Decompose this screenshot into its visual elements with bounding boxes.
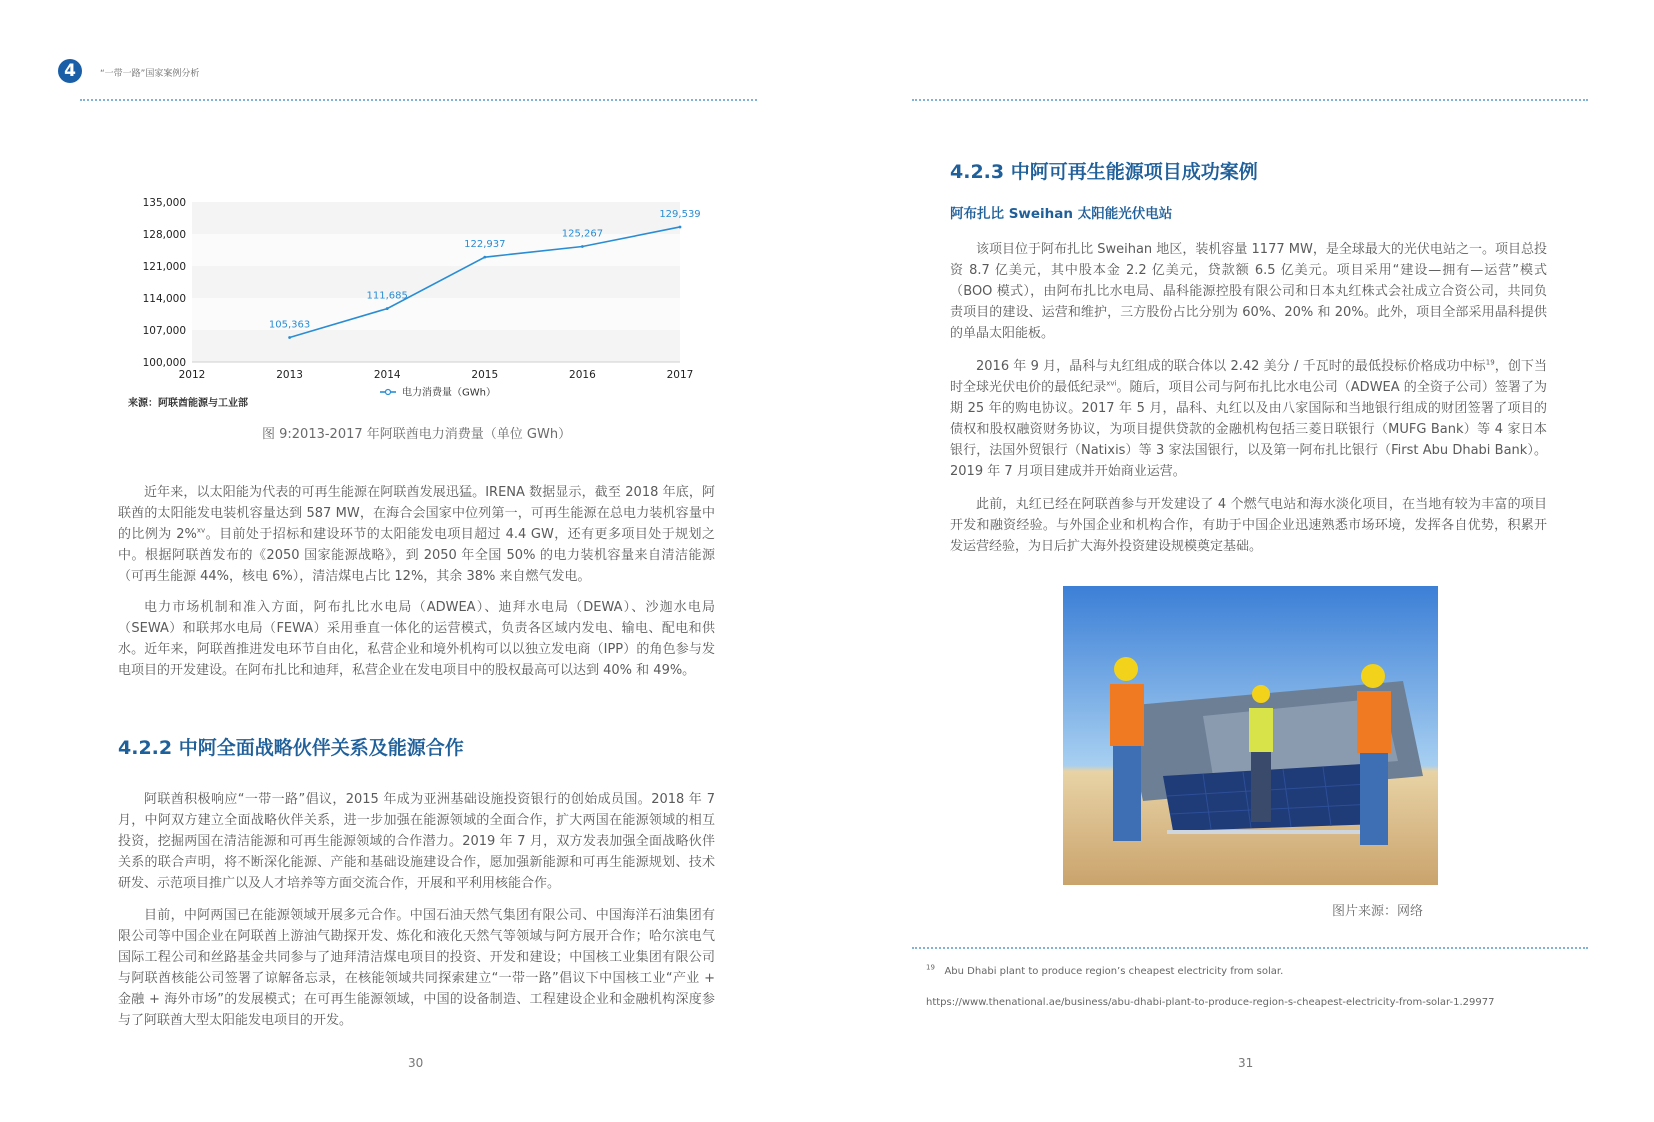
data-label: 105,363 xyxy=(268,319,311,331)
solar-plant-photo xyxy=(1063,586,1438,885)
chart-legend xyxy=(380,386,496,399)
consumption-chart xyxy=(118,190,718,415)
grid-band xyxy=(192,234,680,266)
header-divider-right xyxy=(912,99,1588,101)
left-paragraph-3: 阿联酋积极响应“一带一路”倡议，2015 年成为亚洲基础设施投资银行的创始成员国。2018 年 7 月，中阿双方建立全面战略伙伴关系，进一步加强在能源领域的全面合作，扩大两国在能源领域的相互投资，挖掘两国在清洁能源和可再生能源领域的合作潜力。2019 年 7 月，双方发表加强全面战略伙伴关系的联合声明，将不断深化能源、产能和基础设施建设合作，愿加强新能源和可再生能源规划、技术研发、示范项目推广以及人才培养等方面交流合作，开展和平利用核能合作。 xyxy=(118,792,715,891)
data-label: 111,685 xyxy=(366,290,408,302)
logo-icon: 4 xyxy=(58,59,82,83)
right-paragraph-3: 此前，丸红已经在阿联酋参与开发建设了 4 个燃气电站和海水淡化项目，在当地有较为丰富的项目开发和融资经验。与外国企业和机构合作，有助于中国企业迅速熟悉市场环境，发挥各自优势，积累开发运营经验，为日后扩大海外投资建设规模奠定基础。 xyxy=(950,497,1547,554)
figure-caption: 图 9:2013-2017 年阿联酋电力消费量（单位 GWh） xyxy=(262,427,572,442)
footnote-divider xyxy=(912,947,1588,949)
x-tick-label: 2015 xyxy=(471,369,499,381)
y-tick-label: 114,000 xyxy=(142,293,186,305)
y-tick-label: 128,000 xyxy=(142,229,186,241)
grid-band xyxy=(192,298,680,330)
left-paragraph-1: 近年来，以太阳能为代表的可再生能源在阿联酋发展迅猛。IRENA 数据显示，截至 2018 年底，阿联酋的太阳能发电装机容量达到 587 MW，在海合会国家中位列第一，可再生能源在总电力装机容量中的比例为 2%$^{xv}$。目前处于招标和建设环节的太阳能发电项目超过 4.4 GW，还有更多项目处于规划之中。根据阿联酋发布的《2050 国家能源战略》，到 2050 年全国 50% 的电力装机容量来自清洁能源（可再生能源 44%，核电 6%），清洁煤电占比 12%，其余 38% 来自燃气发电。 xyxy=(118,485,715,584)
left-paragraph-4: 目前，中阿两国已在能源领域开展多元合作。中国石油天然气集团有限公司、中国海洋石油集团有限公司等中国企业在阿联酋上游油气勘探开发、炼化和液化天然气等领域与阿方展开合作；哈尔滨电气国际工程公司和丝路基金共同参与了迪拜清洁煤电项目的投资、开发和建设；中国核工业集团有限公司与阿联酋核能公司签署了谅解备忘录，在核能领域共同探索建立“一带一路”倡议下中国核工业“产业 + 金融 + 海外市场”的发展模式；在可再生能源领域，中国的设备制造、工程建设企业和金融机构深度参与了阿联酋大型太阳能发电项目的开发。 xyxy=(118,908,715,1028)
x-tick-label: 2012 xyxy=(178,369,206,381)
running-title: “一带一路”国家案例分析 xyxy=(100,69,200,79)
heading-4-2-2: 4.2.2 中阿全面战略伙伴关系及能源合作 xyxy=(118,737,464,759)
x-tick-label: 2014 xyxy=(373,369,401,381)
header-divider-left xyxy=(80,99,757,101)
subheading-sweihan: 阿布扎比 Sweihan 太阳能光伏电站 xyxy=(950,206,1173,222)
right-paragraph-1: 该项目位于阿布扎比 Sweihan 地区，装机容量 1177 MW，是全球最大的光伏电站之一。项目总投资 8.7 亿美元，其中股本金 2.2 亿美元，贷款额 6.5 亿美元。项目采用“建设—拥有—运营”模式（BOO 模式），由阿布扎比水电局、晶科能源控股有限公司和日本丸红株式会社成立合资公司，共同负责项目的建设、运营和维护，三方股份占比分别为 60%、20% 和 20%。此外，项目全部采用晶科提供的单晶太阳能板。 xyxy=(950,242,1547,341)
footnote-url[interactable]: https://www.thenational.ae/business/abu-dhabi-plant-to-produce-region-s-cheapest-electricity-from-solar-1.29977 xyxy=(926,997,1495,1008)
photo-credit: 图片来源：网络 xyxy=(1332,904,1424,919)
page-number-right: 31 xyxy=(1238,1056,1254,1070)
data-label: 122,937 xyxy=(464,239,506,251)
left-paragraph-2: 电力市场机制和准入方面，阿布扎比水电局（ADWEA）、迪拜水电局（DEWA）、沙迦水电局（SEWA）和联邦水电局（FEWA）采用垂直一体化的运营模式，负责各区域内发电、输电、配电和供水。近年来，阿联酋推进发电环节自由化，私营企业和境外机构可以以独立发电商（IPP）的角色参与发电项目的开发建设。在阿布扎比和迪拜，私营企业在发电项目中的股权最高可以达到 40% 和 49%。 xyxy=(118,600,715,678)
data-point xyxy=(386,307,389,310)
heading-4-2-3: 4.2.3 中阿可再生能源项目成功案例 xyxy=(950,161,1258,183)
data-point xyxy=(679,226,682,229)
legend-marker xyxy=(386,390,391,395)
x-tick-label: 2013 xyxy=(276,369,303,381)
y-tick-label: 100,000 xyxy=(142,357,186,369)
chart-source: 来源：阿联酋能源与工业部 xyxy=(128,398,248,409)
data-label: 129,539 xyxy=(659,208,701,220)
y-tick-label: 107,000 xyxy=(142,325,186,337)
data-point xyxy=(288,336,291,339)
data-label: 125,267 xyxy=(561,228,604,240)
grid-band xyxy=(192,330,680,362)
y-tick-label: 121,000 xyxy=(142,261,186,273)
legend-label: 电力消费量（GWh） xyxy=(402,387,496,399)
data-point xyxy=(581,245,584,248)
right-paragraph-2: 2016 年 9 月，晶科与丸红组成的联合体以 2.42 美分 / 千瓦时的最低投标价格成功中标$^{19}$，创下当时全球光伏电价的最低纪录$^{xvi}$。随后，项目公司与阿布扎比水电公司（ADWEA 的全资子公司）签署了为期 25 年的购电协议。2017 年 5 月，晶科、丸红以及由八家国际和当地银行组成的财团签署了项目的债权和股权融资财务协议，为项目提供贷款的金融机构包括三菱日联银行（MUFG Bank）等 4 家日本银行，法国外贸银行（Natixis）等 3 家法国银行，以及第一阿布扎比银行（First Abu Dhabi Bank）。2019 年 7 月项目建成并开始商业运营。 xyxy=(950,358,1547,479)
footnote-19: $^{19}$ Abu Dhabi plant to produce region’s cheapest electricity from solar. xyxy=(926,963,1284,977)
solar-workers-illustration xyxy=(1063,586,1438,885)
page-number-left: 30 xyxy=(408,1056,424,1070)
data-point xyxy=(483,256,486,259)
y-tick-label: 135,000 xyxy=(142,197,186,209)
x-tick-label: 2017 xyxy=(666,369,694,381)
x-tick-label: 2016 xyxy=(569,369,596,381)
grid-band xyxy=(192,202,680,234)
